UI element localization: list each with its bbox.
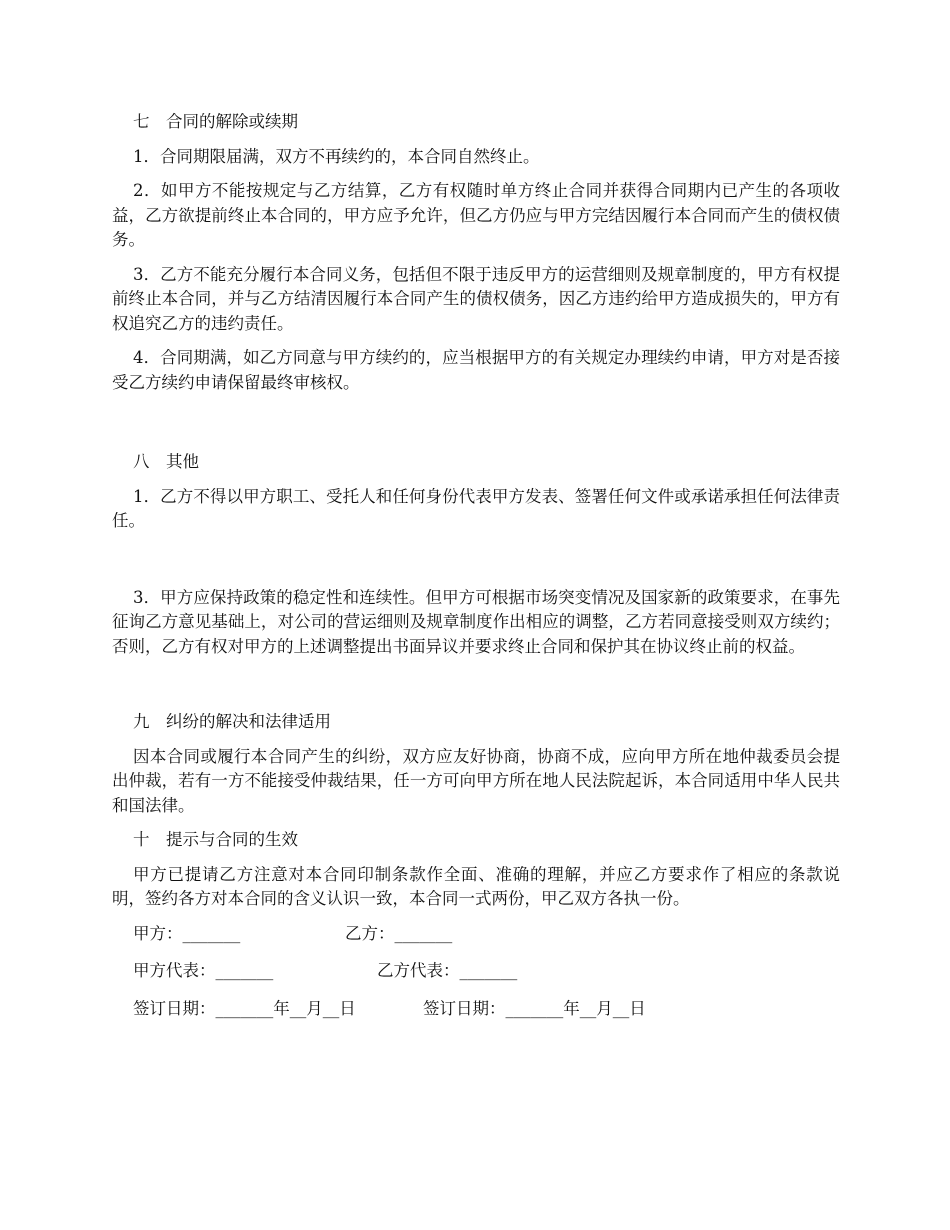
item-spacer	[112, 544, 840, 586]
section-8-item-1: 1．乙方不得以甲方职工、受托人和任何身份代表甲方发表、签署任何文件或承诺承担任何法律责任。	[112, 486, 840, 530]
section-spacer	[112, 405, 840, 450]
section-7-item-4: 4．合同期满，如乙方同意与甲方续约的，应当根据甲方的有关规定办理续约申请，甲方对是否接受乙方续约申请保留最终审核权。	[112, 348, 840, 392]
section-10-body: 甲方已提请乙方注意对本合同印制条款作全面、准确的理解，并应乙方要求作了相应的条款说明，签约各方对本合同的含义认识一致，本合同一式两份，甲乙双方各执一份。	[112, 864, 840, 908]
section-7-item-2: 2．如甲方不能按规定与乙方结算，乙方有权随时单方终止合同并获得合同期内已产生的各项收益，乙方欲提前终止本合同的，甲方应予允许，但乙方仍应与甲方完结因履行本合同而产生的债权债务。	[112, 181, 840, 249]
signature-party-row	[112, 922, 840, 947]
section-10-heading: 十 提示与合同的生效	[133, 830, 298, 849]
section-8-item-3: 3．甲方应保持政策的稳定性和连续性。但甲方可根据市场突变情况及国家新的政策要求，在事先征询乙方意见基础上，对公司的营运细则及规章制度作出相应的调整，乙方若同意接受则双方续约；否则，乙方有权对甲方的上述调整提出书面异议并要求终止合同和保护其在协议终止前的权益。	[112, 587, 840, 656]
section-9-body: 因本合同或履行本合同产生的纠纷，双方应友好协商，协商不成，应向甲方所在地仲裁委员会提出仲裁，若有一方不能接受仲裁结果，任一方可向甲方所在地人民法院起诉，本合同适用中华人民共和国法律。	[112, 746, 840, 815]
section-9-heading: 九 纠纷的解决和法律适用	[133, 712, 331, 731]
section-7-heading: 七 合同的解除或续期	[133, 112, 298, 131]
party-a-signature: 甲方：_______	[133, 923, 241, 943]
party-b-representative: 乙方代表：_______	[377, 961, 518, 980]
section-7-item-3: 3．乙方不能充分履行本合同义务，包括但不限于违反甲方的运营细则及规章制度的，甲方有权提前终止本合同，并与乙方结清因履行本合同产生的债权债务，因乙方违约给甲方造成损失的，甲方有权追究乙方的违约责任。	[112, 264, 840, 333]
section-7-item-1: 1．合同期限届满，双方不再续约的，本合同自然终止。	[133, 146, 540, 166]
contract-page	[112, 110, 840, 1034]
party-a-representative: 甲方代表：_______	[133, 961, 274, 980]
section-spacer	[112, 669, 840, 710]
signature-date-row	[112, 997, 840, 1022]
signature-representative-row	[112, 959, 840, 984]
party-a-sign-date: 签订日期：_______年__月__日	[133, 998, 356, 1018]
section-8-heading: 八 其他	[133, 452, 199, 471]
party-b-signature: 乙方：_______	[345, 923, 453, 943]
party-b-sign-date: 签订日期：_______年__月__日	[423, 998, 646, 1018]
